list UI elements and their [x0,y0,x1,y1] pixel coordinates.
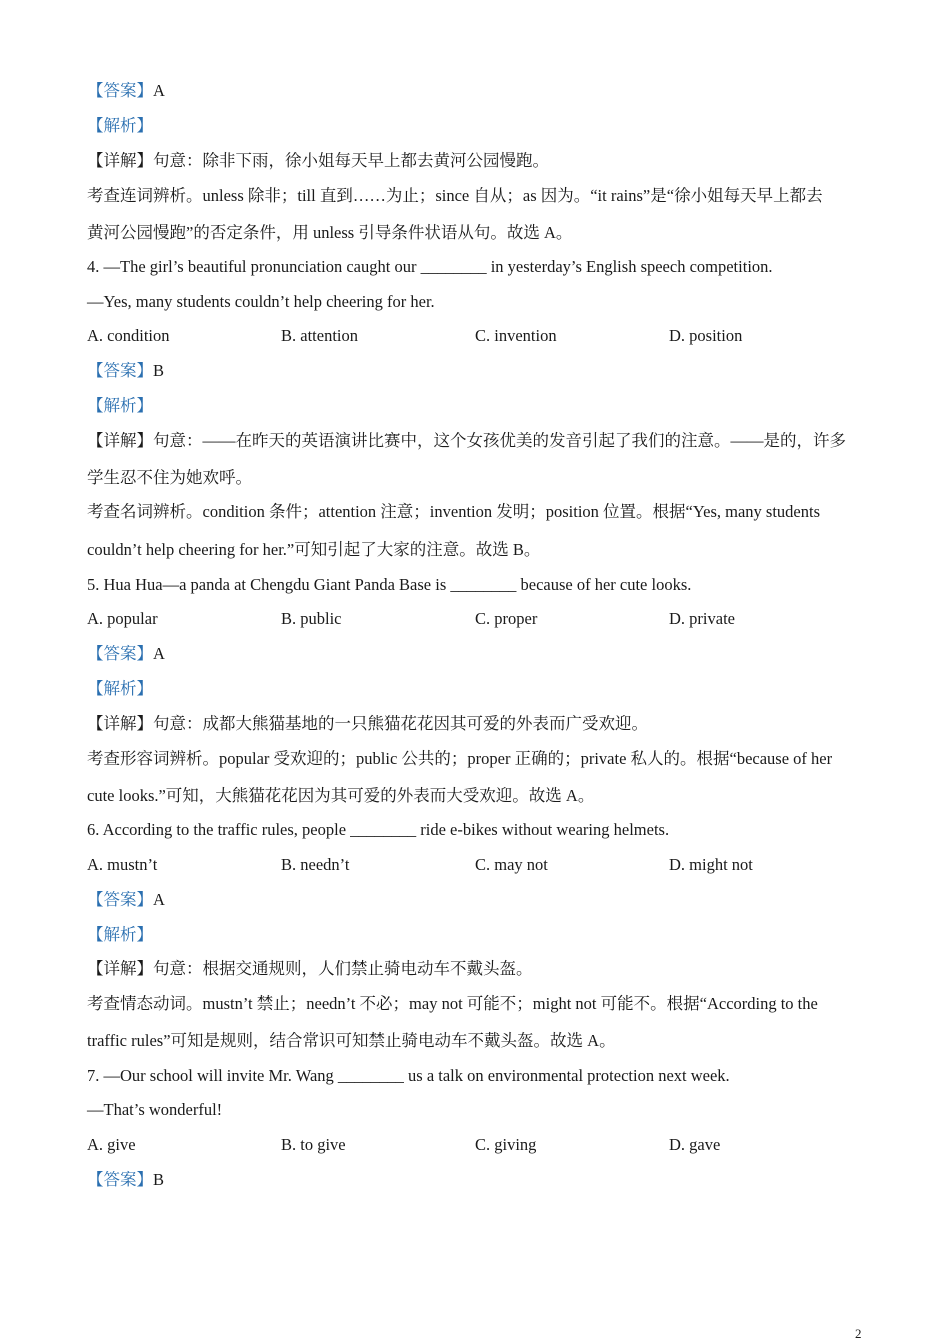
option-c: C. proper [475,609,538,628]
answer-line [87,361,164,381]
text-line: 黄河公园慢跑”的否定条件，用 unless 引导条件状语从句。故选 A。 [87,223,573,242]
option-d: D. private [669,609,735,628]
text-line: 【详解】句意：根据交通规则，人们禁止骑电动车不戴头盔。 [87,959,533,978]
analysis-line [87,116,153,136]
analysis-line [87,925,153,945]
analysis-tag: 【解析】 [87,396,153,415]
analysis-tag: 【解析】 [87,925,153,944]
analysis-line [87,679,153,699]
option-a: A. give [87,1135,136,1154]
option-b: B. public [281,609,342,628]
analysis-tag: 【解析】 [87,679,153,698]
option-d: D. position [669,326,743,345]
answer-line [87,644,165,664]
page-number: 2 [855,1326,862,1341]
text-line: —That’s wonderful! [87,1100,223,1119]
answer-tag: 【答案】 [87,81,153,100]
analysis-line [87,396,153,416]
text-line: 考查情态动词。mustn’t 禁止；needn’t 不必；may not 可能不；might not 可能不。根据“According to the [87,994,818,1013]
text-line: 考查名词辨析。condition 条件；attention 注意；invention 发明；position 位置。根据“Yes, many students [87,502,821,521]
text-line: 考查形容词辨析。popular 受欢迎的；public 公共的；proper 正确的；private 私人的。根据“because of her [87,749,833,768]
option-d: D. might not [669,855,753,874]
option-a: A. condition [87,326,170,345]
answer-tag: 【答案】 [87,1170,153,1189]
answer-tag: 【答案】 [87,644,153,663]
answer-tag: 【答案】 [87,890,153,909]
option-a: A. popular [87,609,158,628]
option-c: C. may not [475,855,548,874]
text-line: 学生忍不住为她欢呼。 [87,468,252,487]
option-c: C. giving [475,1135,537,1154]
option-b: B. needn’t [281,855,350,874]
answer-value: A [153,890,165,909]
option-a: A. mustn’t [87,855,158,874]
answer-line [87,1170,164,1190]
text-line: traffic rules”可知是规则，结合常识可知禁止骑电动车不戴头盔。故选 A。 [87,1031,616,1050]
text-line: cute looks.”可知，大熊猫花花因为其可爱的外表而大受欢迎。故选 A。 [87,786,595,805]
answer-value: A [153,81,165,100]
answer-tag: 【答案】 [87,361,153,380]
text-line: couldn’t help cheering for her.”可知引起了大家的注意。故选 B。 [87,540,541,559]
analysis-tag: 【解析】 [87,116,153,135]
text-line: 4. —The girl’s beautiful pronunciation caught our ________ in yesterday’s English speech competition. [87,257,773,276]
answer-value: A [153,644,165,663]
text-line: 5. Hua Hua—a panda at Chengdu Giant Panda Base is ________ because of her cute looks. [87,575,692,594]
option-c: C. invention [475,326,557,345]
option-b: B. attention [281,326,358,345]
text-line: 考查连词辨析。unless 除非；till 直到……为止；since 自从；as 因为。“it rains”是“徐小姐每天早上都去 [87,186,823,205]
text-line: 【详解】句意：——在昨天的英语演讲比赛中，这个女孩优美的发音引起了我们的注意。——是的，许多 [87,431,846,450]
option-d: D. gave [669,1135,721,1154]
text-line: 【详解】句意：除非下雨，徐小姐每天早上都去黄河公园慢跑。 [87,151,549,170]
text-line: 6. According to the traffic rules, people ________ ride e-bikes without wearing helmets. [87,820,670,839]
answer-line [87,81,165,101]
text-line: —Yes, many students couldn’t help cheering for her. [87,292,435,311]
text-line: 【详解】句意：成都大熊猫基地的一只熊猫花花因其可爱的外表而广受欢迎。 [87,714,648,733]
option-b: B. to give [281,1135,346,1154]
answer-value: B [153,361,165,380]
answer-line [87,890,165,910]
text-line: 7. —Our school will invite Mr. Wang ________ us a talk on environmental protection next week. [87,1066,730,1085]
answer-value: B [153,1170,165,1189]
